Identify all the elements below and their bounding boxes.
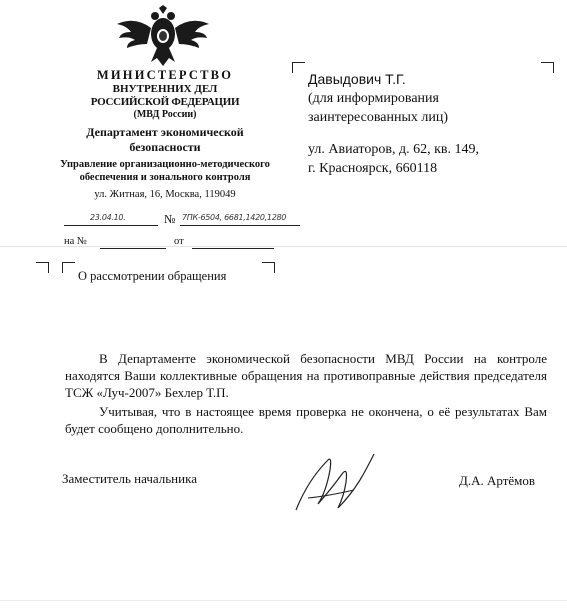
sender-address: ул. Житная, 16, Москва, 119049 [94, 189, 236, 200]
ministry-abbreviation: (МВД России) [133, 109, 197, 120]
management-line: Управление организационно-методического [60, 159, 270, 170]
recipient-address [308, 140, 479, 178]
number-underline [180, 225, 300, 226]
management-name [40, 158, 290, 184]
address-corner-mark [541, 62, 554, 73]
letter-subject: О рассмотрении обращения [78, 269, 227, 283]
recipient-note [308, 89, 448, 127]
signatory-name: Д.А. Артёмов [459, 473, 536, 488]
handwritten-number: 7ПК-6504, 6681,1420,1280 [182, 213, 287, 222]
recipient-note-line: заинтересованных лиц) [308, 110, 448, 125]
body-paragraph: Учитывая, что в настоящее время проверка не окончена, о её результатах Вам будет сообщено дополнительно. [65, 404, 547, 436]
handwritten-date: 23.04.10. [90, 213, 126, 222]
management-line: обеспечения и зонального контроля [79, 172, 251, 183]
country-name: РОССИЙСКОЙ ФЕДЕРАЦИИ [90, 96, 240, 108]
from-underline [192, 248, 274, 249]
recipient-note-line: (для информирования [308, 91, 439, 106]
recipient-address-line: г. Красноярск, 660118 [308, 161, 438, 176]
body-paragraph: В Департаменте экономической безопасности МВД России на контроле находятся Ваши коллективные обращения на противоправные действия председателя ТСЖ «Луч-2007» Бехлер Т.П. [65, 351, 547, 400]
double-headed-eagle-emblem-icon [113, 4, 213, 68]
subject-corner-mark [62, 262, 75, 273]
address-corner-mark [292, 62, 305, 73]
from-label: от [174, 236, 184, 247]
handwritten-signature-icon [288, 440, 378, 520]
number-label: № [164, 212, 176, 226]
date-underline [64, 225, 158, 226]
in-reply-label: на № [64, 236, 87, 247]
ministry-title: МИНИСТЕРСТВО [96, 68, 234, 82]
department-line: Департамент экономической [86, 125, 244, 139]
reference-row [64, 211, 304, 231]
department-line: безопасности [129, 140, 201, 154]
ministry-subtitle: ВНУТРЕННИХ ДЕЛ [112, 83, 218, 95]
subject-corner-mark [262, 262, 275, 273]
scan-artifact-line [0, 600, 567, 601]
recipient-address-line: ул. Авиаторов, д. 62, кв. 149, [308, 142, 480, 157]
signatory-position: Заместитель начальника [62, 471, 197, 486]
in-reply-underline [100, 248, 166, 249]
in-reply-row [64, 236, 304, 254]
department-name [40, 125, 290, 155]
subject-corner-mark [36, 262, 49, 273]
recipient-name: Давыдович Т.Г. [308, 71, 406, 87]
